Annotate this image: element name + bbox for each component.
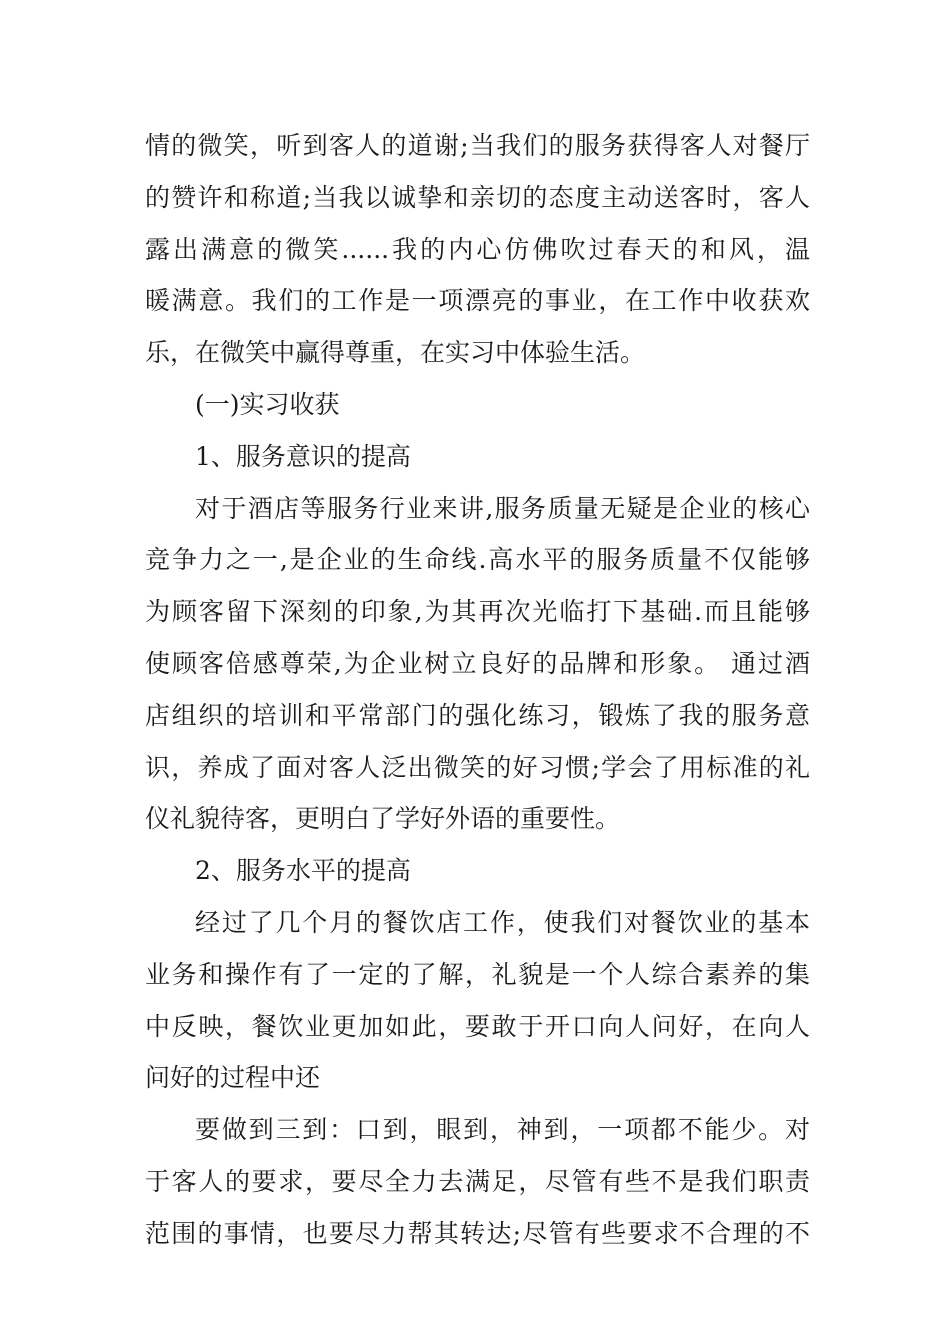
text-line: 经过了几个月的餐饮店工作，使我们对餐饮业的基本 — [195, 907, 810, 937]
text-line: 业务和操作有了一定的了解，礼貌是一个人综合素养的集 — [145, 959, 810, 989]
text-line: 要做到三到：口到，眼到，神到，一项都不能少。对 — [195, 1115, 810, 1145]
text-line: 使顾客倍感尊荣,为企业树立良好的品牌和形象。 通过酒 — [145, 648, 810, 678]
text-line: 为顾客留下深刻的印象,为其再次光临打下基础.而且能够 — [145, 597, 810, 627]
text-line: 识，养成了面对客人泛出微笑的好习惯;学会了用标准的礼 — [145, 752, 810, 782]
text-line: 露出满意的微笑......我的内心仿佛吹过春天的和风，温 — [145, 234, 810, 264]
text-line: 乐，在微笑中赢得尊重，在实习中体验生活。 — [145, 338, 646, 368]
subsection-heading: 1、服务意识的提高 — [195, 441, 411, 471]
text-line: 问好的过程中还 — [145, 1063, 321, 1093]
text-line: 仪礼貌待客，更明白了学好外语的重要性。 — [145, 804, 621, 834]
text-line: 的赞许和称道;当我以诚挚和亲切的态度主动送客时，客人 — [145, 182, 810, 212]
text-line: 对于酒店等服务行业来讲,服务质量无疑是企业的核心 — [195, 493, 810, 523]
section-heading: (一)实习收获 — [195, 389, 340, 419]
text-line: 店组织的培训和平常部门的强化练习，锻炼了我的服务意 — [145, 700, 810, 730]
text-line: 中反映，餐饮业更加如此，要敢于开口向人问好，在向人 — [145, 1011, 810, 1041]
text-line: 于客人的要求，要尽全力去满足，尽管有些不是我们职责 — [145, 1166, 810, 1196]
text-line: 竞争力之一,是企业的生命线.高水平的服务质量不仅能够 — [145, 545, 810, 575]
document-body — [145, 120, 810, 1260]
text-line: 暖满意。我们的工作是一项漂亮的事业，在工作中收获欢 — [145, 286, 810, 316]
text-line: 范围的事情，也要尽力帮其转达;尽管有些要求不合理的不 — [145, 1218, 810, 1248]
subsection-heading: 2、服务水平的提高 — [195, 856, 411, 886]
text-line: 情的微笑，听到客人的道谢;当我们的服务获得客人对餐厅 — [145, 131, 810, 160]
